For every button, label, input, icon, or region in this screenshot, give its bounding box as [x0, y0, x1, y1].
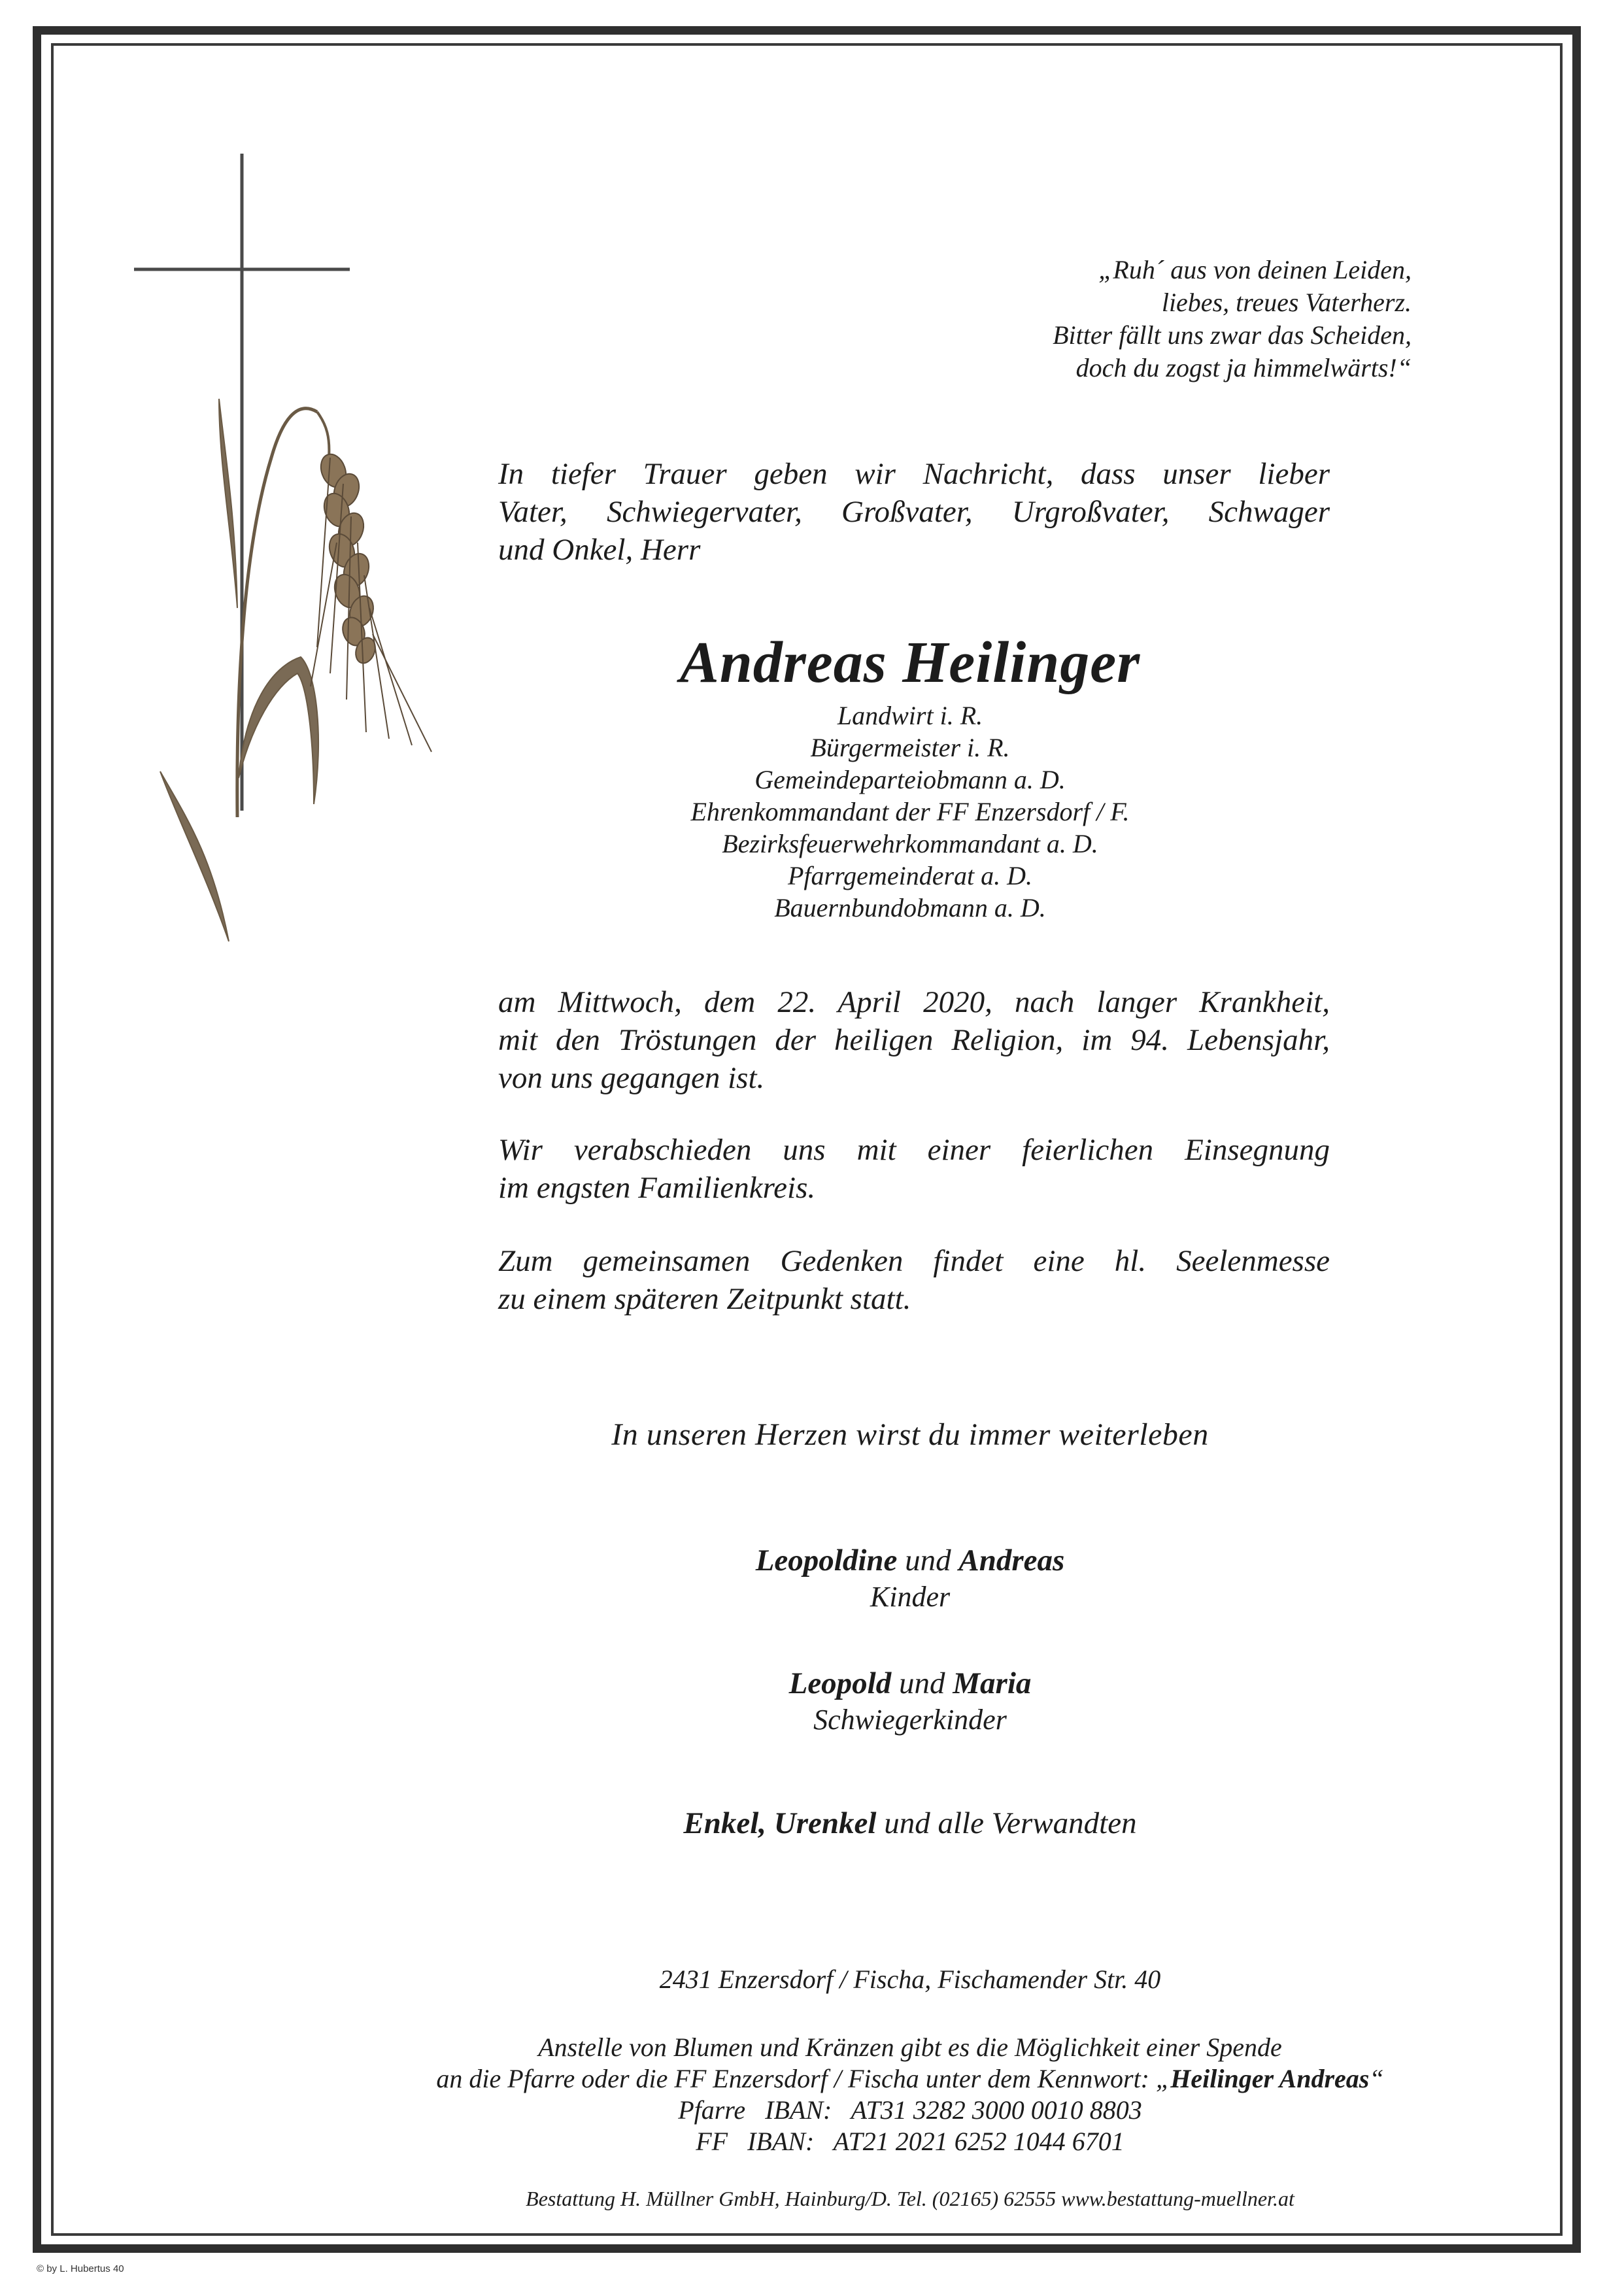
- mass-paragraph: [498, 1242, 1330, 1318]
- donation-line-2: [262, 2063, 1559, 2095]
- paragraph-line: am Mittwoch, dem 22. April 2020, nach langer Krankheit,: [498, 985, 1330, 1019]
- quote-line: liebes, treues Vaterherz.: [1161, 288, 1412, 317]
- mourners-children: [262, 1542, 1559, 1615]
- mourner-joiner: und: [905, 1543, 951, 1577]
- iban-line-pfarre: [262, 2095, 1559, 2126]
- funeral-home-footer: Bestattung H. Müllner GmbH, Hainburg/D. Tel. (02165) 62555 www.bestattung-muellner.at: [526, 2187, 1294, 2210]
- donation-notice: [262, 2032, 1559, 2157]
- donation-suffix: “: [1369, 2064, 1384, 2093]
- quote-line: Bitter fällt uns zwar das Scheiden,: [1053, 320, 1412, 350]
- paragraph-line: mit den Tröstungen der heiligen Religion, im 94. Lebensjahr,: [498, 1023, 1330, 1057]
- iban-label: IBAN:: [765, 2095, 832, 2125]
- mourners-grandchildren: [262, 1805, 1559, 1842]
- title-line: Bürgermeister i. R.: [810, 733, 1010, 762]
- deceased-name: Andreas Heilinger: [679, 630, 1141, 695]
- mourner-name: Maria: [953, 1666, 1032, 1700]
- announcement-intro: [498, 455, 1330, 569]
- iban-owner: Pfarre: [678, 2095, 746, 2125]
- iban-line-ff: [262, 2126, 1559, 2157]
- quote-line: „Ruh´ aus von deinen Leiden,: [1098, 255, 1412, 284]
- donation-prefix: an die Pfarre oder die FF Enzersdorf / Fischa unter dem Kennwort: „: [436, 2064, 1171, 2093]
- intro-line: In tiefer Trauer geben wir Nachricht, dass unser lieber: [498, 457, 1330, 491]
- intro-line: und Onkel, Herr: [498, 533, 701, 567]
- title-line: Ehrenkommandant der FF Enzersdorf / F.: [690, 797, 1130, 826]
- title-line: Landwirt i. R.: [837, 701, 983, 730]
- deceased-titles: [262, 700, 1559, 924]
- copyright-note: © by L. Hubertus 40: [37, 2263, 124, 2274]
- iban-number: AT31 3282 3000 0010 8803: [851, 2095, 1142, 2125]
- mourner-name: Leopoldine: [755, 1543, 898, 1577]
- mourner-name: Andreas: [958, 1543, 1065, 1577]
- paragraph-line: im engsten Familienkreis.: [498, 1171, 816, 1205]
- paragraph-line: Zum gemeinsamen Gedenken findet eine hl. Seelenmesse: [498, 1244, 1330, 1278]
- mourner-rest: und alle Verwandten: [884, 1806, 1137, 1840]
- death-paragraph: [498, 983, 1330, 1097]
- title-line: Bezirksfeuerwehrkommandant a. D.: [722, 829, 1098, 858]
- family-address: 2431 Enzersdorf / Fischa, Fischamender Str. 40: [659, 1965, 1161, 1994]
- quote-line: doch du zogst ja himmelwärts!“: [1075, 353, 1412, 382]
- iban-number: AT21 2021 6252 1044 6701: [833, 2127, 1125, 2156]
- paragraph-line: Wir verabschieden uns mit einer feierlichen Einsegnung: [498, 1133, 1330, 1167]
- title-line: Bauernbundobmann a. D.: [774, 893, 1046, 922]
- title-line: Pfarrgemeinderat a. D.: [787, 861, 1033, 890]
- mourner-relation: Kinder: [870, 1581, 951, 1613]
- mourner-joiner: und: [899, 1666, 945, 1700]
- mourner-name: Enkel,: [683, 1806, 767, 1840]
- paragraph-line: von uns gegangen ist.: [498, 1061, 765, 1095]
- donation-keyword: Heilinger Andreas: [1170, 2064, 1370, 2093]
- closing-line: In unseren Herzen wirst du immer weiterleben: [611, 1417, 1209, 1452]
- mourners-in-laws: [262, 1665, 1559, 1738]
- intro-line: Vater, Schwiegervater, Großvater, Urgroßvater, Schwager: [498, 495, 1330, 529]
- farewell-paragraph: [498, 1131, 1330, 1207]
- mourner-name: Leopold: [788, 1666, 892, 1700]
- paragraph-line: zu einem späteren Zeitpunkt statt.: [498, 1282, 911, 1316]
- mourner-name: Urenkel: [773, 1806, 877, 1840]
- memorial-quote: [823, 254, 1412, 384]
- title-line: Gemeindeparteiobmann a. D.: [754, 765, 1066, 794]
- iban-label: IBAN:: [747, 2127, 815, 2156]
- mourner-relation: Schwiegerkinder: [813, 1704, 1007, 1736]
- iban-owner: FF: [696, 2127, 728, 2156]
- donation-line: Anstelle von Blumen und Kränzen gibt es die Möglichkeit einer Spende: [538, 2033, 1282, 2062]
